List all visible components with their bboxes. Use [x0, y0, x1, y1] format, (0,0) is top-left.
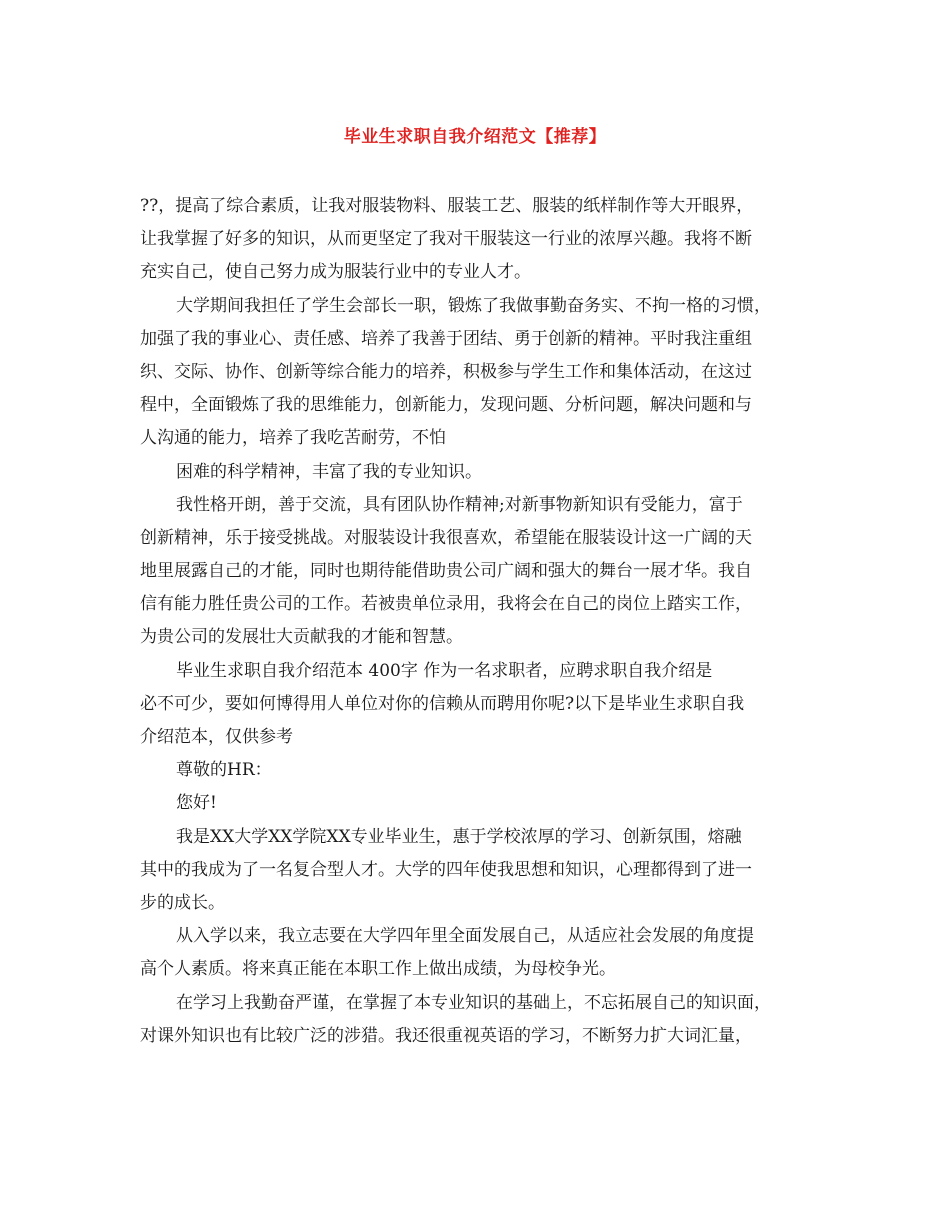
text-line: 我性格开朗，善于交流，具有团队协作精神;对新事物新知识有受能力，富于 [176, 494, 743, 515]
text-line: 为贵公司的发展壮大贡献我的才能和智慧。 [140, 627, 463, 648]
document-body [140, 190, 820, 1053]
text-line: 对课外知识也有比较广泛的涉猎。我还很重视英语的学习，不断努力扩大词汇量， [140, 1025, 752, 1046]
text-line: 信有能力胜任贵公司的工作。若被贵单位录用，我将会在自己的岗位上踏实工作， [140, 594, 752, 615]
text-line: 毕业生求职自我介绍范本 400字 作为一名求职者，应聘求职自我介绍是 [176, 660, 713, 681]
text-line: 从入学以来，我立志要在大学四年里全面发展自己，从适应社会发展的角度提 [176, 926, 754, 947]
text-line: 您好! [176, 793, 217, 814]
text-line: 步的成长。 [140, 892, 225, 913]
text-line: 充实自己，使自己努力成为服装行业中的专业人才。 [140, 262, 531, 283]
page-title: 毕业生求职自我介绍范文【推荐】 [343, 127, 607, 147]
text-line: 加强了我的事业心、责任感、培养了我善于团结、勇于创新的精神。平时我注重组 [140, 328, 752, 349]
text-line: 大学期间我担任了学生会部长一职，锻炼了我做事勤奋务实、不拘一格的习惯， [176, 295, 771, 316]
text-line: ??，提高了综合素质，让我对服装物料、服装工艺、服装的纸样制作等大开眼界， [140, 196, 754, 216]
text-line: 织、交际、协作、创新等综合能力的培养，积极参与学生工作和集体活动，在这过 [140, 361, 752, 382]
text-line: 人沟通的能力，培养了我吃苦耐劳，不怕 [140, 428, 446, 449]
text-line: 高个人素质。将来真正能在本职工作上做出成绩，为母校争光。 [140, 959, 616, 980]
text-line: 创新精神，乐于接受挑战。对服装设计我很喜欢，希望能在服装设计这一广阔的天 [140, 527, 752, 548]
text-line: 程中，全面锻炼了我的思维能力，创新能力，发现问题、分析问题，解决问题和与 [140, 395, 752, 416]
text-line: 必不可少，要如何博得用人单位对你的信赖从而聘用你呢?以下是毕业生求职自我 [140, 693, 745, 714]
text-line: 地里展露自己的才能，同时也期待能借助贵公司广阔和强大的舞台一展才华。我自 [140, 561, 752, 582]
text-line: 介绍范本，仅供参考 [140, 727, 293, 747]
text-line: 让我掌握了好多的知识，从而更坚定了我对干服装这一行业的浓厚兴趣。我将不断 [140, 229, 752, 250]
text-line: 尊敬的HR： [176, 760, 272, 781]
text-line: 我是XX大学XX学院XX专业毕业生，惠于学校浓厚的学习、创新氛围，熔融 [176, 826, 742, 847]
text-line: 困难的科学精神，丰富了我的专业知识。 [176, 461, 482, 482]
text-line: 其中的我成为了一名复合型人才。大学的四年使我思想和知识，心理都得到了进一 [140, 859, 752, 880]
text-line: 在学习上我勤奋严谨，在掌握了本专业知识的基础上，不忘拓展自己的知识面， [176, 992, 771, 1013]
